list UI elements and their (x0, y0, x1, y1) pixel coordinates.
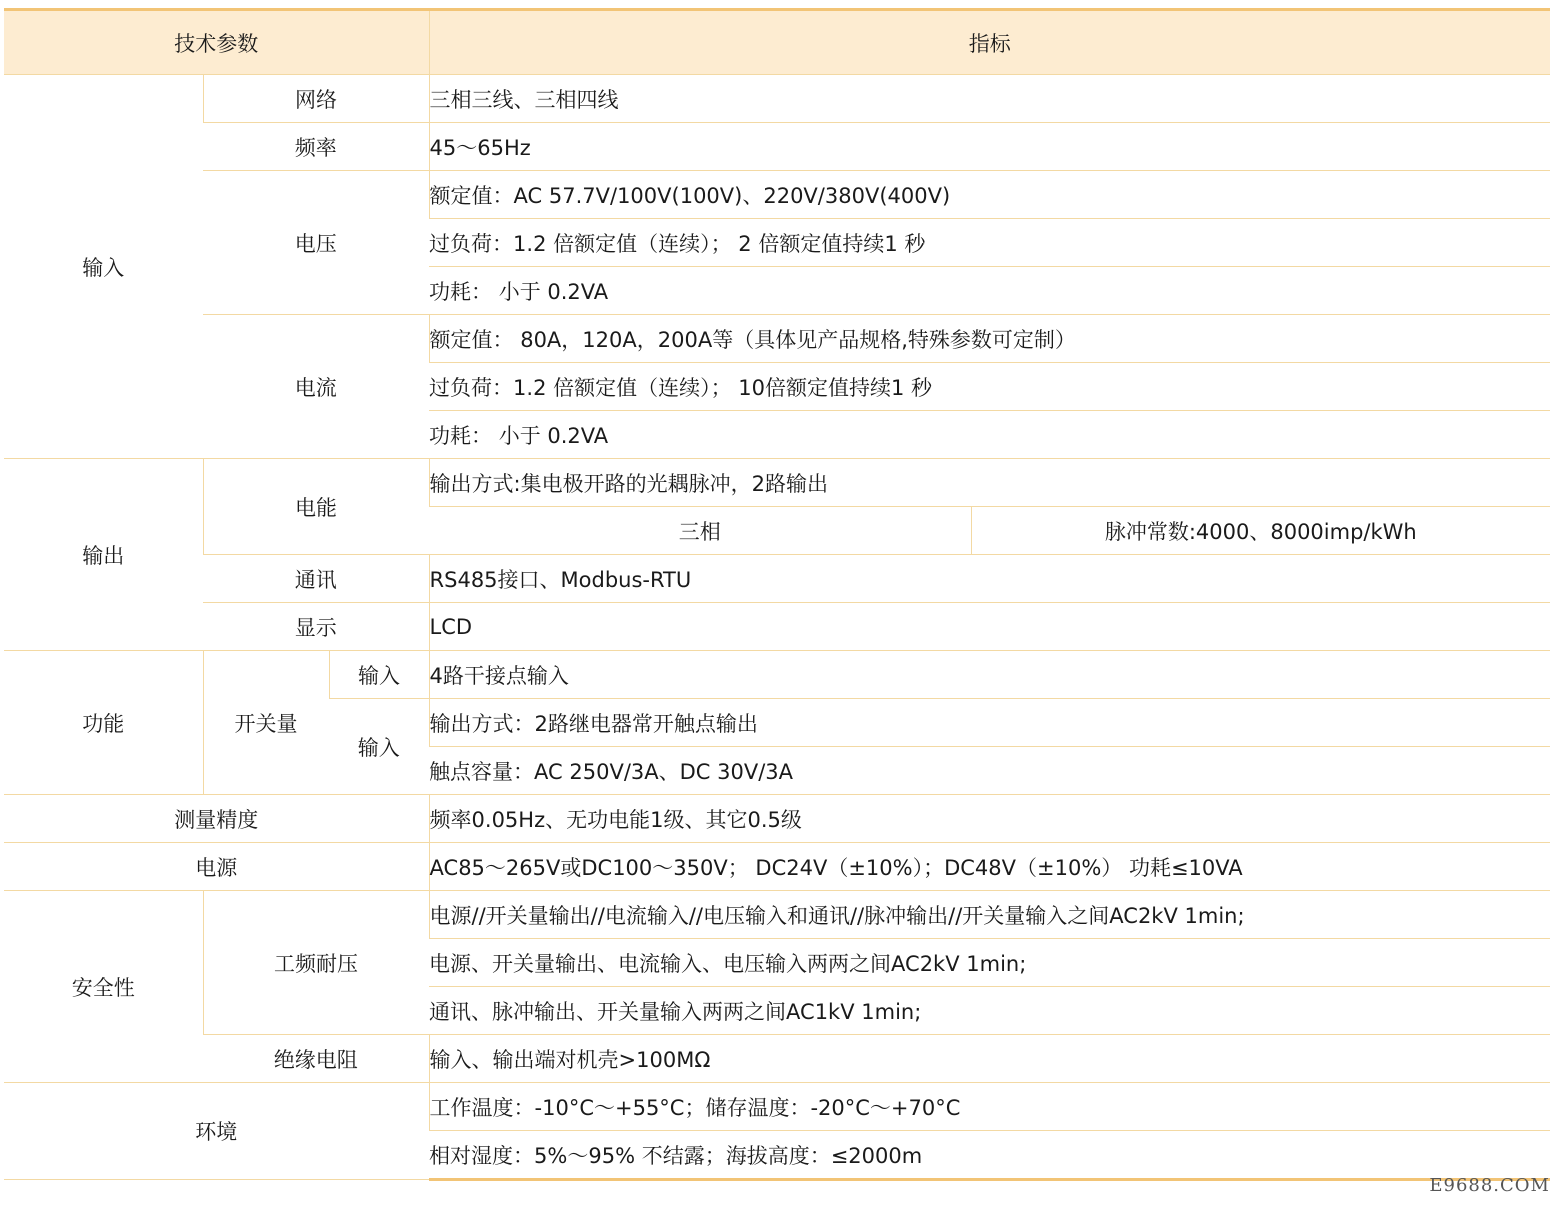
table-row (4, 555, 1550, 603)
value-accuracy: 频率0.05Hz、无功电能1级、其它0.5级 (429, 795, 1550, 843)
value-comm: RS485接口、Modbus-RTU (429, 555, 1550, 603)
param-withstand: 工频耐压 (203, 891, 429, 1035)
group-input: 输入 (4, 75, 203, 459)
spec-table (4, 8, 1550, 1181)
param-environment: 环境 (4, 1083, 429, 1180)
table-row (4, 1083, 1550, 1131)
param-switch-out: 输入 (329, 699, 429, 795)
table-row (4, 75, 1550, 123)
value-switch-out-mode: 输出方式：2路继电器常开触点输出 (429, 699, 1550, 747)
watermark: E9688.COM (1429, 1175, 1550, 1196)
header-spec: 指标 (429, 10, 1550, 75)
table-row (4, 843, 1550, 891)
value-voltage-power: 功耗： 小于 0.2VA (429, 267, 1550, 315)
table-row (4, 459, 1550, 507)
value-energy-pulse: 脉冲常数:4000、8000imp/kWh (971, 507, 1550, 555)
table-row (4, 171, 1550, 219)
param-energy: 电能 (203, 459, 429, 555)
group-function: 功能 (4, 651, 203, 795)
value-env-temp: 工作温度：-10°C～+55°C；储存温度：-20°C～+70°C (429, 1083, 1550, 1131)
value-withstand-2: 电源、开关量输出、电流输入、电压输入两两之间AC2kV 1min; (429, 939, 1550, 987)
value-energy-mode: 输出方式:集电极开路的光耦脉冲，2路输出 (429, 459, 1550, 507)
value-frequency: 45～65Hz (429, 123, 1550, 171)
value-voltage-rated: 额定值：AC 57.7V/100V(100V)、220V/380V(400V) (429, 171, 1550, 219)
group-output: 输出 (4, 459, 203, 651)
value-insulation: 输入、输出端对机壳>100MΩ (429, 1035, 1550, 1083)
param-comm: 通讯 (203, 555, 429, 603)
param-current: 电流 (203, 315, 429, 459)
param-insulation: 绝缘电阻 (203, 1035, 429, 1083)
param-display: 显示 (203, 603, 429, 651)
value-current-power: 功耗： 小于 0.2VA (429, 411, 1550, 459)
group-safety: 安全性 (4, 891, 203, 1083)
table-row (4, 603, 1550, 651)
value-display: LCD (429, 603, 1550, 651)
param-frequency: 频率 (203, 123, 429, 171)
table-row (4, 123, 1550, 171)
value-current-overload: 过负荷：1.2 倍额定值（连续）； 10倍额定值持续1 秒 (429, 363, 1550, 411)
value-current-rated: 额定值： 80A，120A，200A等（具体见产品规格,特殊参数可定制） (429, 315, 1550, 363)
header-param: 技术参数 (4, 10, 429, 75)
table-row (4, 795, 1550, 843)
table-row (4, 891, 1550, 939)
value-voltage-overload: 过负荷：1.2 倍额定值（连续）； 2 倍额定值持续1 秒 (429, 219, 1550, 267)
value-energy-phase: 三相 (429, 507, 971, 555)
value-switch-in: 4路干接点输入 (429, 651, 1550, 699)
value-power-supply: AC85～265V或DC100～350V； DC24V（±10%）；DC48V（±10%） 功耗≤10VA (429, 843, 1550, 891)
param-power-supply: 电源 (4, 843, 429, 891)
value-network: 三相三线、三相四线 (429, 75, 1550, 123)
value-withstand-3: 通讯、脉冲输出、开关量输入两两之间AC1kV 1min; (429, 987, 1550, 1035)
table-row (4, 1035, 1550, 1083)
param-accuracy: 测量精度 (4, 795, 429, 843)
value-withstand-1: 电源//开关量输出//电流输入//电压输入和通讯//脉冲输出//开关量输入之间AC2kV 1min; (429, 891, 1550, 939)
param-switch: 开关量 (203, 651, 329, 795)
param-network: 网络 (203, 75, 429, 123)
param-switch-in: 输入 (329, 651, 429, 699)
header-row (4, 10, 1550, 75)
value-switch-out-capacity: 触点容量：AC 250V/3A、DC 30V/3A (429, 747, 1550, 795)
table-row (4, 651, 1550, 699)
param-voltage: 电压 (203, 171, 429, 315)
value-env-humidity: 相对湿度：5%～95% 不结露；海拔高度：≤2000m (429, 1131, 1550, 1180)
table-row (4, 315, 1550, 363)
